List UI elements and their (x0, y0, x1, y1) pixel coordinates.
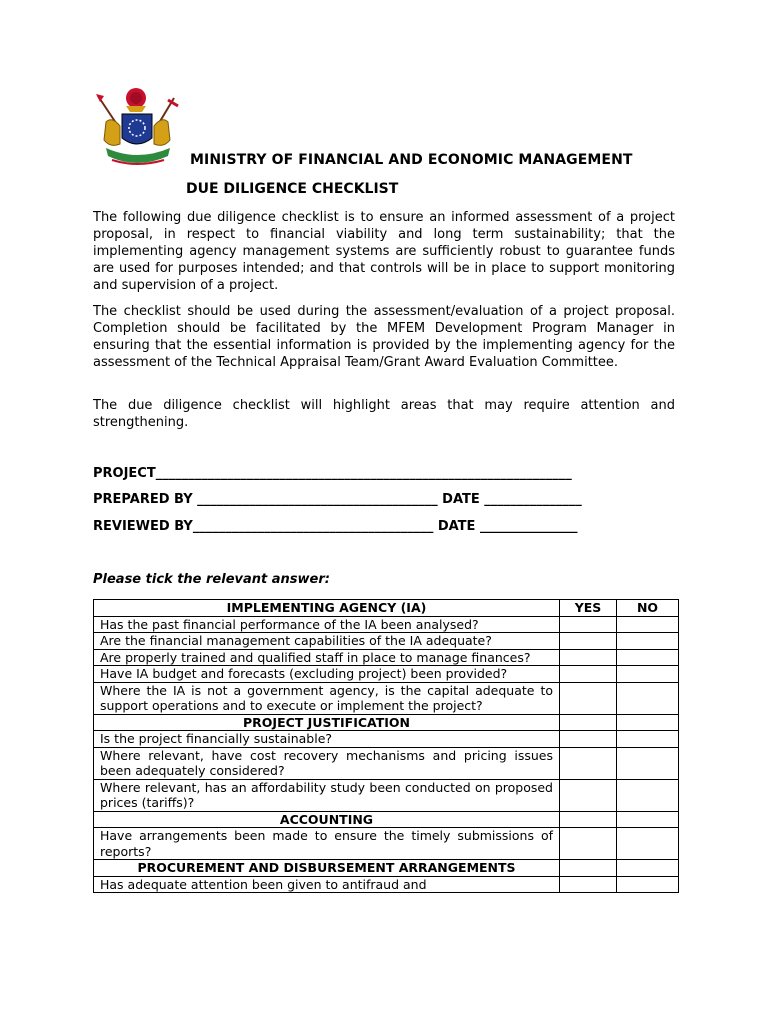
reviewed-by-field[interactable]: REVIEWED BY_____________________________________ DATE _______________ (93, 519, 578, 534)
section-row (94, 860, 679, 877)
empty-cell (560, 860, 617, 877)
question-text: Where the IA is not a government agency, is the capital adequate to support operations and to execute or implement the project? (94, 682, 560, 714)
no-checkbox-cell[interactable] (617, 876, 679, 893)
checklist-table (93, 599, 679, 893)
intro-paragraph-3: The due diligence checklist will highlight areas that may require attention and strengthening. (93, 398, 675, 430)
table-row (94, 633, 679, 650)
question-text: Is the project financially sustainable? (94, 731, 560, 748)
project-field[interactable]: PROJECT________________________________________________________________ (93, 466, 572, 481)
section-row (94, 714, 679, 731)
table-row (94, 828, 679, 860)
yes-checkbox-cell[interactable] (560, 616, 617, 633)
table-row (94, 779, 679, 811)
empty-cell (617, 811, 679, 828)
section-heading: IMPLEMENTING AGENCY (IA) (94, 600, 560, 617)
table-row (94, 649, 679, 666)
table-row (94, 731, 679, 748)
yes-checkbox-cell[interactable] (560, 779, 617, 811)
question-text: Are properly trained and qualified staff in place to manage finances? (94, 649, 560, 666)
no-checkbox-cell[interactable] (617, 682, 679, 714)
question-text: Have IA budget and forecasts (excluding project) been provided? (94, 666, 560, 683)
empty-cell (560, 811, 617, 828)
table-row (94, 876, 679, 893)
no-checkbox-cell[interactable] (617, 649, 679, 666)
intro-paragraph-2: The checklist should be used during the assessment/evaluation of a project proposal. Completion should be facilitated by the MFEM Development Program Manager in ensuring that the essential information is provided by the implementing agency for the assessment of the Technical Appraisal Team/Grant Award Evaluation Committee. (93, 304, 675, 370)
yes-checkbox-cell[interactable] (560, 649, 617, 666)
yes-column-header: YES (560, 600, 617, 617)
table-row (94, 666, 679, 683)
no-checkbox-cell[interactable] (617, 731, 679, 748)
coat-of-arms-emblem (92, 86, 184, 170)
section-row (94, 811, 679, 828)
table-row (94, 682, 679, 714)
intro-paragraph-1: The following due diligence checklist is to ensure an informed assessment of a project proposal, in respect to financial viability and long term sustainability; that the implementing agency management systems are sufficiently robust to guarantee funds are used for purposes intended; and that controls will be in place to support monitoring and supervision of a project. (93, 210, 675, 293)
yes-checkbox-cell[interactable] (560, 731, 617, 748)
table-header-row (94, 600, 679, 617)
yes-checkbox-cell[interactable] (560, 876, 617, 893)
section-heading: PROJECT JUSTIFICATION (94, 714, 560, 731)
question-text: Has adequate attention been given to antifraud and (94, 876, 560, 893)
instruction-text: Please tick the relevant answer: (93, 572, 330, 587)
question-text: Where relevant, have cost recovery mechanisms and pricing issues been adequately considered? (94, 747, 560, 779)
empty-cell (617, 860, 679, 877)
question-text: Where relevant, has an affordability study been conducted on proposed prices (tariffs)? (94, 779, 560, 811)
question-text: Are the financial management capabilities of the IA adequate? (94, 633, 560, 650)
checklist-title: DUE DILIGENCE CHECKLIST (186, 181, 399, 197)
no-column-header: NO (617, 600, 679, 617)
yes-checkbox-cell[interactable] (560, 666, 617, 683)
no-checkbox-cell[interactable] (617, 779, 679, 811)
table-row (94, 747, 679, 779)
no-checkbox-cell[interactable] (617, 633, 679, 650)
empty-cell (617, 714, 679, 731)
question-text: Has the past financial performance of the IA been analysed? (94, 616, 560, 633)
yes-checkbox-cell[interactable] (560, 633, 617, 650)
table-row (94, 616, 679, 633)
no-checkbox-cell[interactable] (617, 747, 679, 779)
section-heading: ACCOUNTING (94, 811, 560, 828)
ministry-heading: MINISTRY OF FINANCIAL AND ECONOMIC MANAGEMENT (190, 152, 633, 168)
section-heading: PROCUREMENT AND DISBURSEMENT ARRANGEMENTS (94, 860, 560, 877)
yes-checkbox-cell[interactable] (560, 747, 617, 779)
yes-checkbox-cell[interactable] (560, 682, 617, 714)
no-checkbox-cell[interactable] (617, 828, 679, 860)
no-checkbox-cell[interactable] (617, 666, 679, 683)
yes-checkbox-cell[interactable] (560, 828, 617, 860)
prepared-by-field[interactable]: PREPARED BY _____________________________________ DATE _______________ (93, 492, 582, 507)
empty-cell (560, 714, 617, 731)
no-checkbox-cell[interactable] (617, 616, 679, 633)
question-text: Have arrangements been made to ensure the timely submissions of reports? (94, 828, 560, 860)
